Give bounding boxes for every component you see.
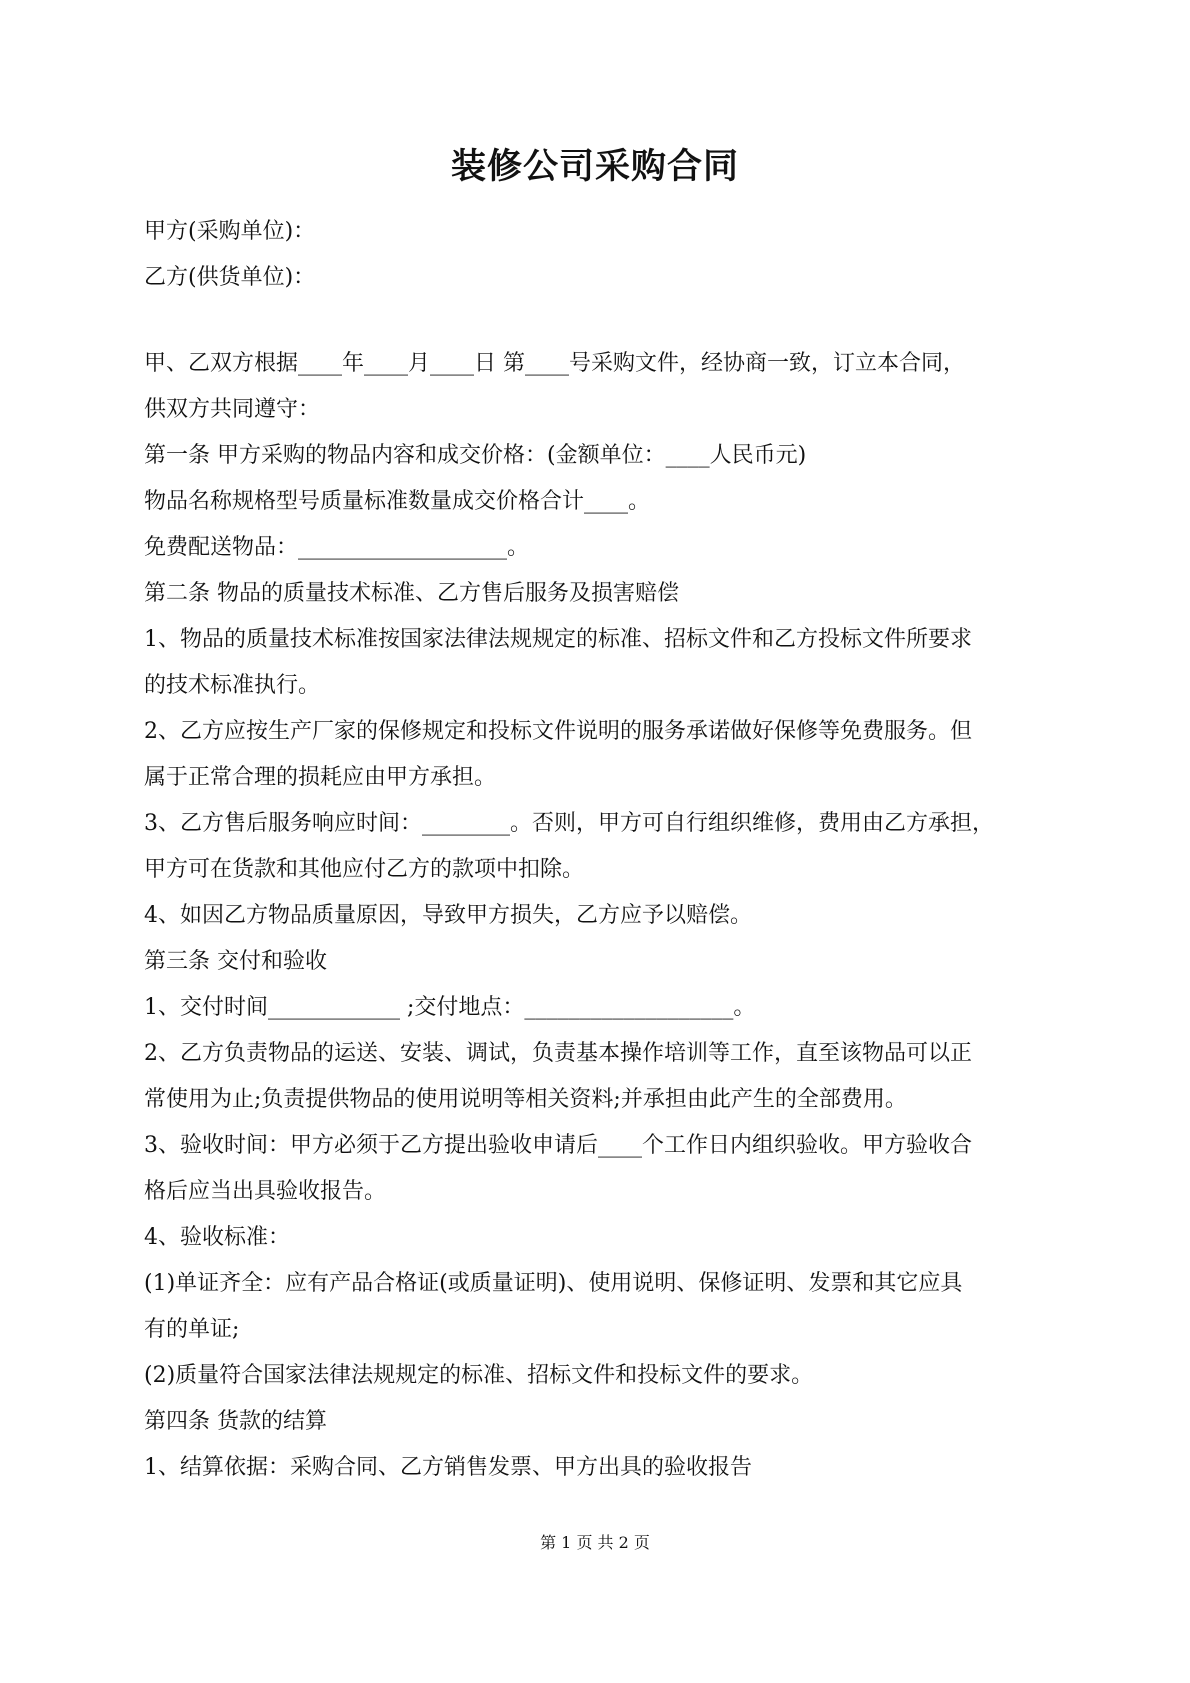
party-b-line: 乙方(供货单位)： — [144, 265, 316, 290]
contract-line: 1、交付时间____________ ;交付地点：___________________。 — [144, 995, 756, 1020]
contract-line: 甲、乙双方根据____年____月____日 第____号采购文件，经协商一致，订立本合同， — [144, 351, 965, 376]
contract-line: 的技术标准执行。 — [144, 673, 321, 698]
contract-line: (1)单证齐全：应有产品合格证(或质量证明)、使用说明、保修证明、发票和其它应具 — [144, 1271, 963, 1296]
contract-line: 2、乙方应按生产厂家的保修规定和投标文件说明的服务承诺做好保修等免费服务。但 — [144, 719, 972, 744]
clause-heading-3: 第三条 交付和验收 — [144, 949, 327, 974]
contract-line: 2、乙方负责物品的运送、安装、调试，负责基本操作培训等工作，直至该物品可以正 — [144, 1041, 972, 1066]
contract-line: 免费配送物品：___________________。 — [144, 535, 530, 560]
contract-line: 格后应当出具验收报告。 — [144, 1179, 387, 1204]
clause-heading-1: 第一条 甲方采购的物品内容和成交价格：(金额单位：____人民币元) — [144, 443, 807, 468]
contract-line: 供双方共同遵守： — [144, 397, 321, 422]
contract-line: 甲方可在货款和其他应付乙方的款项中扣除。 — [144, 857, 585, 882]
contract-line: 常使用为止;负责提供物品的使用说明等相关资料;并承担由此产生的全部费用。 — [144, 1087, 907, 1112]
blank-spacer — [144, 301, 1056, 341]
contract-line: 有的单证; — [144, 1317, 240, 1342]
contract-line: 物品名称规格型号质量标准数量成交价格合计____。 — [144, 489, 651, 514]
page-number: 第 1 页 共 2 页 — [540, 1533, 650, 1552]
contract-line: 4、验收标准： — [144, 1225, 290, 1250]
contract-line: 1、结算依据：采购合同、乙方销售发票、甲方出具的验收报告 — [144, 1455, 752, 1480]
contract-line: (2)质量符合国家法律法规规定的标准、招标文件和投标文件的要求。 — [144, 1363, 814, 1388]
clause-heading-2: 第二条 物品的质量技术标准、乙方售后服务及损害赔偿 — [144, 581, 679, 606]
contract-line: 3、验收时间：甲方必须于乙方提出验收申请后____个工作日内组织验收。甲方验收合 — [144, 1133, 972, 1158]
contract-line: 4、如因乙方物品质量原因，导致甲方损失，乙方应予以赔偿。 — [144, 903, 752, 928]
contract-line: 属于正常合理的损耗应由甲方承担。 — [144, 765, 497, 790]
party-a-line: 甲方(采购单位)： — [144, 219, 316, 244]
clause-heading-4: 第四条 货款的结算 — [144, 1409, 327, 1434]
contract-line: 3、乙方售后服务响应时间：________。否则，甲方可自行组织维修，费用由乙方承担， — [144, 811, 994, 836]
document-title: 装修公司采购合同 — [450, 147, 739, 187]
contract-body — [144, 209, 1056, 1491]
contract-line: 1、物品的质量技术标准按国家法律法规规定的标准、招标文件和乙方投标文件所要求 — [144, 627, 972, 652]
